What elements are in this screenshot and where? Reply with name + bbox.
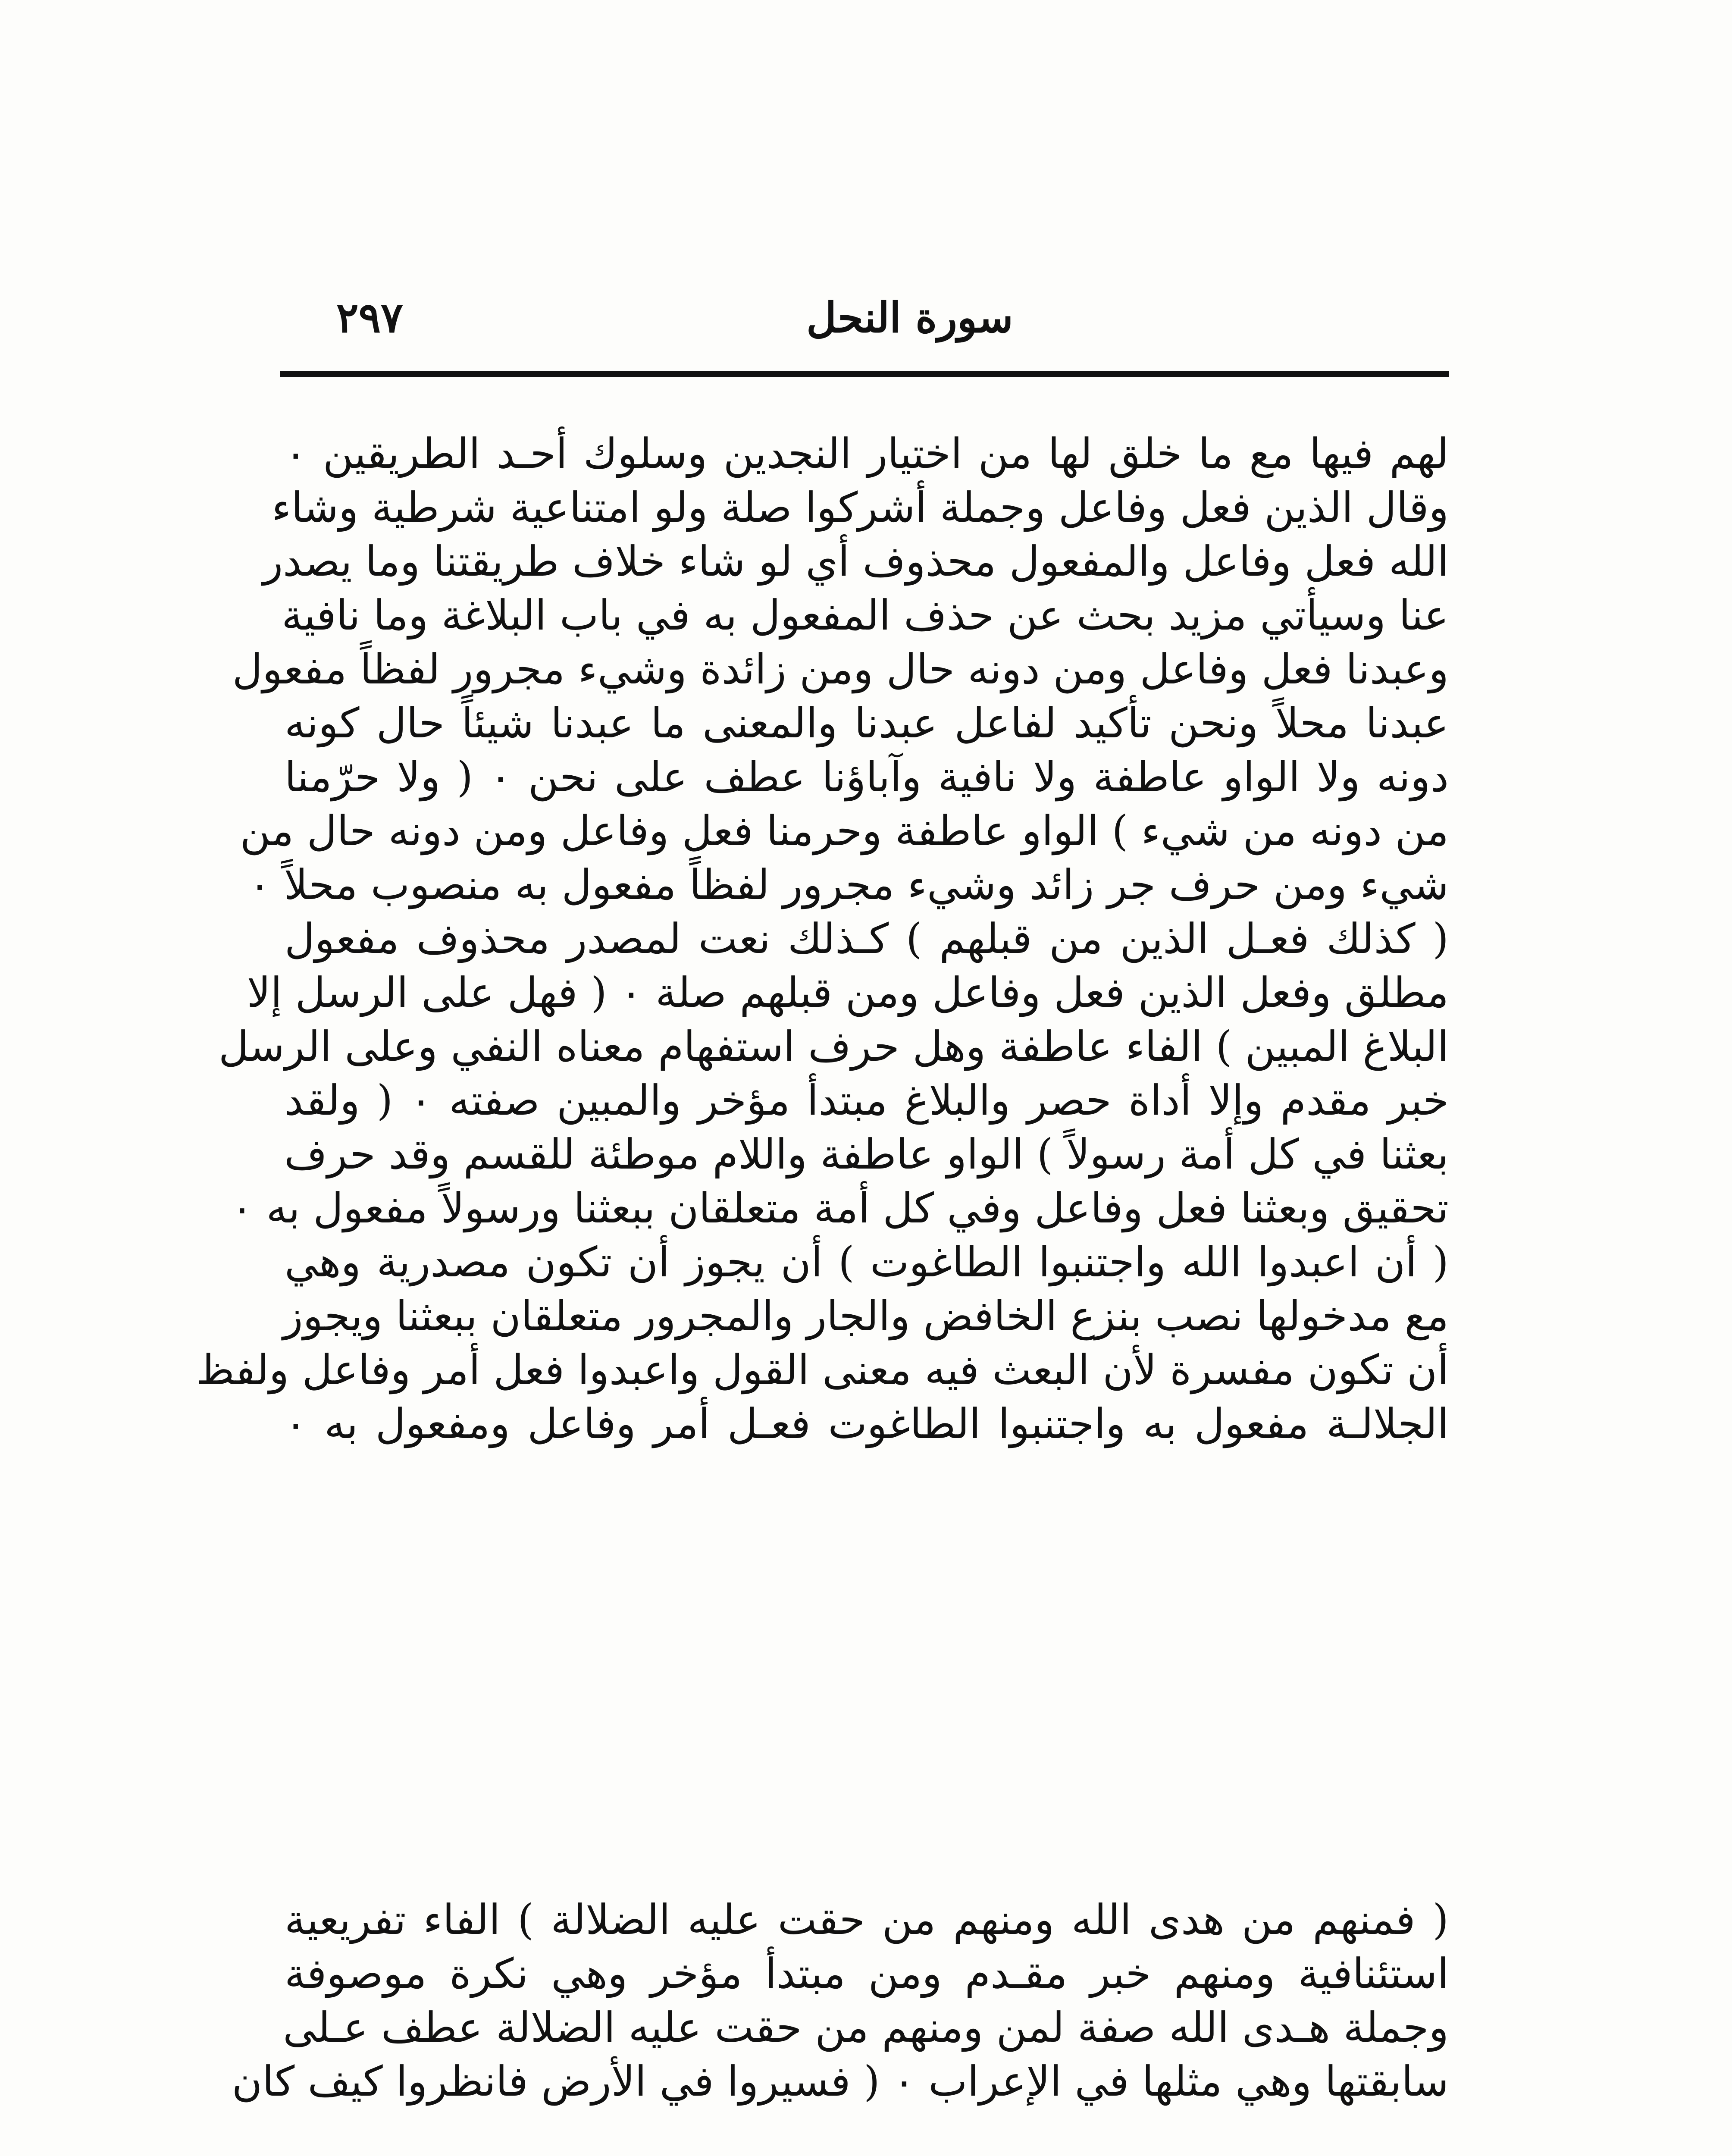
text-line: خبر مقدم وإلا أداة حصر والبلاغ مبتدأ مؤخر والمبين صفته ٠ ( ولقد (285, 1076, 1449, 1125)
text-line: الله فعل وفاعل والمفعول محذوف أي لو شاء خلاف طريقتنا وما يصدر (263, 537, 1449, 586)
text-line: وجملة هـدى الله صفة لمن ومنهم من حقت عليه الضلالة عطف عـلى (283, 2003, 1449, 2052)
text-line: لهم فيها مع ما خلق لها من اختيار النجدين وسلوك أحـد الطريقين ٠ (285, 429, 1449, 478)
page-number: ٢٩٧ (336, 293, 403, 342)
text-line: شيء ومن حرف جر زائد وشيء مجرور لفظاً مفعول به منصوب محلاً ٠ (248, 861, 1449, 909)
text-line: مع مدخولها نصب بنزع الخافض والجار والمجرور متعلقان ببعثنا ويجوز (283, 1292, 1449, 1340)
paragraph-2 (232, 1893, 1449, 2109)
text-line: البلاغ المبين ) الفاء عاطفة وهل حرف استفهام معناه النفي وعلى الرسل (218, 1022, 1449, 1071)
text-line: من دونه من شيء ) الواو عاطفة وحرمنا فعل وفاعل ومن دونه حال من (240, 807, 1449, 855)
text-line: بعثنا في كل أمة رسولاً ) الواو عاطفة واللام موطئة للقسم وقد حرف (284, 1130, 1449, 1178)
text-line: ( فمنهم من هدى الله ومنهم من حقت عليه الضلالة ) الفاء تفريعية (285, 1896, 1449, 1944)
text-line: استئنافية ومنهم خبر مقـدم ومن مبتدأ مؤخر وهي نكرة موصوفة (285, 1949, 1449, 1998)
text-line: وقال الذين فعل وفاعل وجملة أشركوا صلة ولو امتناعية شرطية وشاء (272, 483, 1449, 532)
text-line: ( أن اعبدوا الله واجتنبوا الطاغوت ) أن يجوز أن تكون مصدرية وهي (285, 1238, 1449, 1286)
text-line: تحقيق وبعثنا فعل وفاعل وفي كل أمة متعلقان ببعثنا ورسولاً مفعول به ٠ (231, 1184, 1449, 1232)
text-line: عنا وسيأتي مزيد بحث عن حذف المفعول به في باب البلاغة وما نافية (282, 591, 1449, 639)
text-line: دونه ولا الواو عاطفة ولا نافية وآباؤنا عطف على نحن ٠ ( ولا حرّمنا (285, 753, 1449, 801)
header-divider (280, 371, 1449, 377)
text-line: الجلالـة مفعول به واجتنبوا الطاغوت فعـل أمر وفاعل ومفعول به ٠ (285, 1400, 1449, 1448)
paragraph-1 (196, 427, 1449, 1451)
text-line: وعبدنا فعل وفاعل ومن دونه حال ومن زائدة وشيء مجرور لفظاً مفعول (232, 645, 1449, 693)
text-line: أن تكون مفسرة لأن البعث فيه معنى القول واعبدوا فعل أمر وفاعل ولفظ (196, 1346, 1449, 1394)
text-line: سابقتها وهي مثلها في الإعراب ٠ ( فسيروا في الأرض فانظروا كيف كان (232, 2057, 1449, 2106)
text-line: عبدنا محلاً ونحن تأكيد لفاعل عبدنا والمعنى ما عبدنا شيئاً حال كونه (285, 699, 1449, 747)
text-line: مطلق وفعل الذين فعل وفاعل ومن قبلهم صلة ٠ ( فهل على الرسل إلا (247, 968, 1449, 1017)
page-header (285, 276, 1449, 362)
text-line: ( كذلك فعـل الذين من قبلهم ) كـذلك نعت لمصدر محذوف مفعول (285, 915, 1449, 963)
surah-title: سورة النحل (806, 293, 1013, 342)
